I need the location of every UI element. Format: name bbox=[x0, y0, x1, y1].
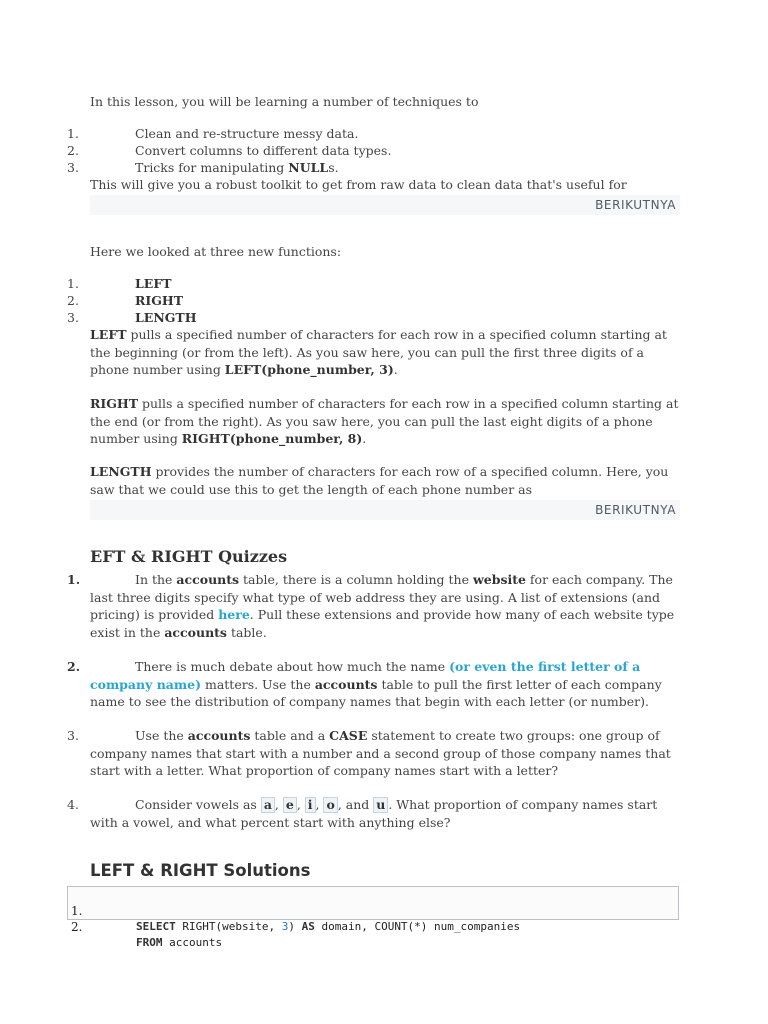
intro-lead: In this lesson, you will be learning a number of techniques to bbox=[90, 94, 479, 109]
quizzes-heading: EFT & RIGHT Quizzes bbox=[90, 547, 288, 566]
list-item: 2. Convert columns to different data types. bbox=[67, 143, 392, 158]
quiz-4: Consider vowels as a , e , i , o , and u . What proportion of company names start with a vowel, and what percent start with anything else? bbox=[90, 797, 658, 830]
quiz-3: Use the accounts table and a CASE statement to create two groups: one group of company names that start with a number and a second group of those company names that start with a letter. What proportion of company names start with a letter? bbox=[90, 728, 671, 778]
functions-list bbox=[0, 275, 700, 326]
list-item: 1. Clean and re-structure messy data. bbox=[67, 126, 359, 141]
code-block bbox=[67, 886, 679, 949]
next-button[interactable]: BERIKUTNYA bbox=[90, 195, 680, 215]
solutions-heading: LEFT & RIGHT Solutions bbox=[90, 861, 311, 880]
intro-list bbox=[0, 125, 700, 176]
left-description: LEFT pulls a specified number of characters for each row in a specified column starting at the beginning (or from the left). As you saw here, you can pull the first three digits of a phone number using LEFT(phone_number, 3). bbox=[90, 327, 667, 377]
code-line: 2. FROM accounts bbox=[71, 920, 223, 949]
inline-code: e bbox=[283, 797, 297, 813]
inline-code: u bbox=[373, 797, 388, 813]
quiz-number: 2. bbox=[67, 659, 81, 674]
functions-lead: Here we looked at three new functions: bbox=[90, 244, 342, 259]
quiz-number: 3. bbox=[67, 728, 79, 743]
list-item: 3. Tricks for manipulating NULLs. bbox=[67, 160, 339, 175]
quiz-number: 1. bbox=[67, 572, 81, 587]
next-button[interactable]: BERIKUTNYA bbox=[90, 500, 680, 520]
list-item: 2. RIGHT bbox=[67, 293, 184, 308]
intro-summary: This will give you a robust toolkit to get from raw data to clean data that's useful for bbox=[90, 177, 627, 192]
extensions-link[interactable]: here bbox=[218, 607, 250, 622]
inline-code: o bbox=[323, 797, 337, 813]
list-item: 1. LEFT bbox=[67, 276, 172, 291]
highlight-link: (or even the first letter of a company name) bbox=[90, 659, 641, 692]
right-description: RIGHT pulls a specified number of characters for each row in a specified column starting at the end (or from the right). As you saw here, you can pull the last eight digits of a phone number using RIGHT(phone_number, 8). bbox=[90, 396, 679, 446]
code-line: 1. SELECT RIGHT(website, 3) AS domain, COUNT(*) num_companies bbox=[71, 904, 521, 933]
list-item: 3. LENGTH bbox=[67, 310, 197, 325]
length-description: LENGTH provides the number of characters for each row of a specified column. Here, you saw that we could use this to get the length of each phone number as bbox=[90, 464, 669, 497]
inline-code: i bbox=[305, 797, 316, 813]
quiz-2: There is much debate about how much the name (or even the first letter of a company name) matters. Use the accounts table to pull the first letter of each company name to see the distribution of company names that begin with each letter (or number). bbox=[90, 659, 662, 709]
quiz-number: 4. bbox=[67, 797, 79, 812]
quiz-1: In the accounts table, there is a column holding the website for each company. The last three digits specify what type of web address they are using. A list of extensions (and pricing) is provided here. Pull these extensions and provide how many of each website type exist in the accounts table. bbox=[90, 572, 675, 640]
inline-code: a bbox=[261, 797, 275, 813]
